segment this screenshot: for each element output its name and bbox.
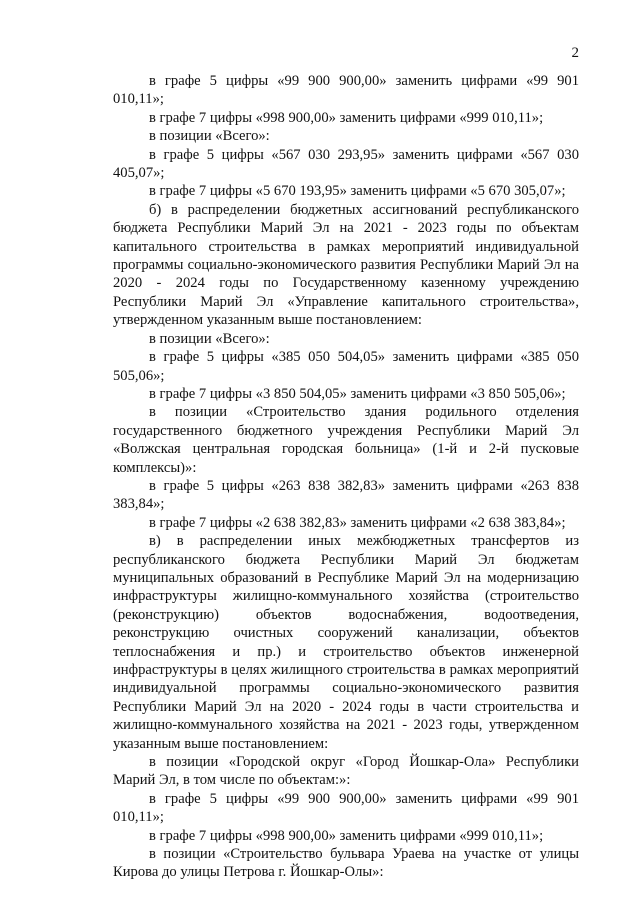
- paragraph-8: в графе 5 цифры «385 050 504,05» заменить цифрами «385 050 505,06»;: [113, 349, 579, 384]
- paragraph-13: в) в распределении иных межбюджетных трансфертов из республиканского бюджета Республики Марий Эл бюджетам муниципальных образований в Республике Марий Эл на модернизацию инфраструктуры жилищно-коммунального хозяйства (строительство (реконструкцию) объектов водоснабжения, водоотведения, реконструкцию очистных сооружений канализации, объектов теплоснабжения и пр.) и строительство объектов инженерной инфраструктуры в целях жилищного строительства в рамках мероприятий индивидуальной программы социально-экономического развития Республики Марий Эл на 2020 - 2024 годы в части строительства и жилищно-коммунального хозяйства на 2021 - 2023 годы, утвержденном указанным выше постановлением:: [113, 533, 579, 752]
- document-body: [113, 72, 579, 882]
- paragraph-5: в графе 7 цифры «5 670 193,95» заменить цифрами «5 670 305,07»;: [149, 183, 566, 200]
- paragraph-1: в графе 5 цифры «99 900 900,00» заменить цифрами «99 901 010,11»;: [113, 73, 579, 108]
- page-number: 2: [571, 45, 579, 61]
- paragraph-3: в позиции «Всего»:: [149, 128, 270, 145]
- paragraph-2: в графе 7 цифры «998 900,00» заменить цифрами «999 010,11»;: [149, 109, 544, 126]
- paragraph-6: б) в распределении бюджетных ассигнований республиканского бюджета Республики Марий Эл на 2021 - 2023 годы по объектам капитального строительства в рамках мероприятий индивидуальной программы социально-экономического развития Республики Марий Эл на 2020 - 2024 годы по Государственному казенному учреждению Республики Марий Эл «Управление капитального строительства», утвержденном указанным выше постановлением:: [113, 201, 579, 329]
- paragraph-10: в позиции «Строительство здания родильного отделения государственного бюджетного учреждения Республики Марий Эл «Волжская центральная городская больница» (1-й и 2-й пусковые комплексы)»:: [113, 404, 579, 476]
- paragraph-16: в графе 7 цифры «998 900,00» заменить цифрами «999 010,11»;: [149, 827, 544, 844]
- paragraph-17: в позиции «Строительство бульвара Ураева на участке от улицы Кирова до улицы Петрова г. Йошкар-Олы»:: [113, 846, 579, 881]
- paragraph-9: в графе 7 цифры «3 850 504,05» заменить цифрами «3 850 505,06»;: [149, 385, 566, 402]
- paragraph-11: в графе 5 цифры «263 838 382,83» заменить цифрами «263 838 383,84»;: [113, 477, 579, 513]
- paragraph-14: в позиции «Городской округ «Город Йошкар-Ола» Республики Марий Эл, в том числе по объектам:»:: [113, 754, 579, 789]
- paragraph-12: в графе 7 цифры «2 638 382,83» заменить цифрами «2 638 383,84»;: [149, 514, 566, 531]
- paragraph-4: в графе 5 цифры «567 030 293,95» заменить цифрами «567 030 405,07»;: [113, 146, 579, 182]
- paragraph-7: в позиции «Всего»:: [149, 330, 270, 347]
- paragraph-15: в графе 5 цифры «99 900 900,00» заменить цифрами «99 901 010,11»;: [113, 790, 579, 826]
